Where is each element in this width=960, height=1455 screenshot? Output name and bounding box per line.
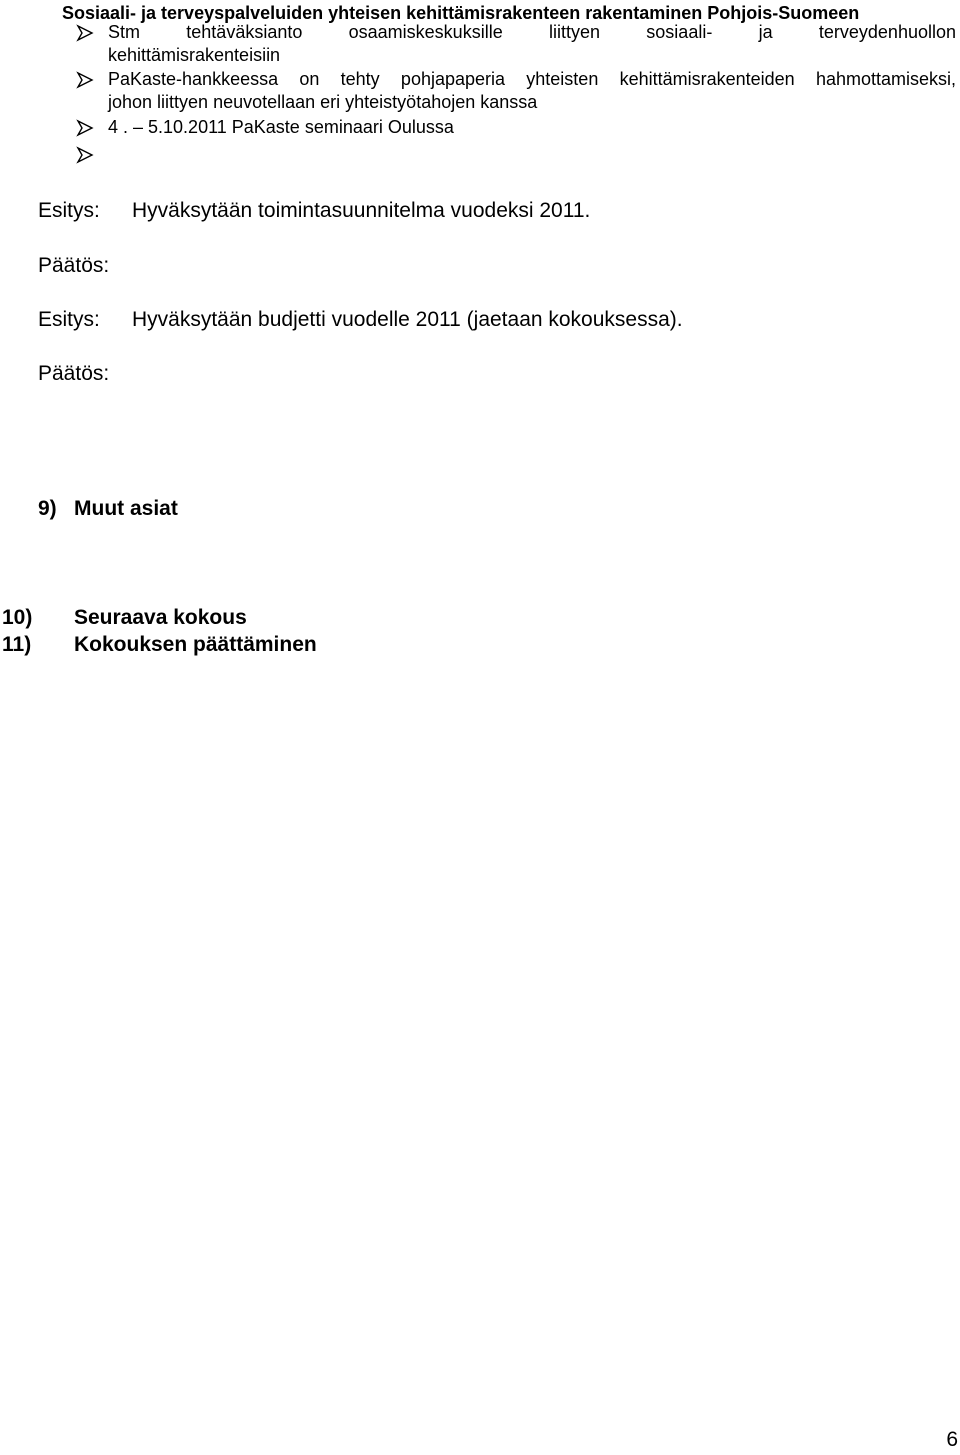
list-item xyxy=(76,21,956,67)
arrowhead-bullet-icon xyxy=(76,146,94,164)
decision-label: Päätös: xyxy=(38,254,110,277)
decision-row xyxy=(38,361,132,387)
section-number: 11) xyxy=(2,633,32,656)
bullet-text-line: Stm tehtäväksianto osaamiskeskuksille liittyen sosiaali- ja terveydenhuollon xyxy=(108,22,956,42)
arrowhead-bullet-icon xyxy=(76,71,94,89)
section-title xyxy=(2,605,247,631)
bullet-text-line: kehittämisrakenteisiin xyxy=(108,45,281,65)
section-number: 9) xyxy=(38,497,57,520)
proposal-row xyxy=(38,198,590,224)
list-item xyxy=(76,116,956,139)
section-title xyxy=(38,496,178,522)
page-number: 6 xyxy=(946,1428,958,1451)
arrowhead-bullet-icon xyxy=(76,119,94,137)
section-number: 10) xyxy=(2,606,33,629)
section-title-text: Seuraava kokous xyxy=(74,606,247,629)
section-title-text: Kokouksen päättäminen xyxy=(74,633,317,656)
bullet-text-line: johon liittyen neuvotellaan eri yhteistyötahojen kanssa xyxy=(108,92,538,112)
proposal-text: Hyväksytään budjetti vuodelle 2011 (jaetaan kokouksessa). xyxy=(132,308,683,331)
arrowhead-bullet-icon xyxy=(76,24,94,42)
proposal-label: Esitys: xyxy=(38,308,100,331)
proposal-text: Hyväksytään toimintasuunnitelma vuodeksi 2011. xyxy=(132,199,591,222)
section-heading: Sosiaali- ja terveyspalveluiden yhteisen kehittämisrakenteen rakentaminen Pohjois-Suomeen xyxy=(62,3,860,23)
list-item xyxy=(76,68,956,114)
decision-label: Päätös: xyxy=(38,362,110,385)
decision-row xyxy=(38,253,132,279)
bullet-text-line: PaKaste-hankkeessa on tehty pohjapaperia yhteisten kehittämisrakenteiden hahmottamiseksi, xyxy=(108,69,956,89)
section-title-text: Muut asiat xyxy=(74,497,178,520)
proposal-row xyxy=(38,307,683,333)
section-title xyxy=(2,632,317,658)
proposal-label: Esitys: xyxy=(38,199,100,222)
bullet-text-line: 4 . – 5.10.2011 PaKaste seminaari Oulussa xyxy=(108,117,454,137)
